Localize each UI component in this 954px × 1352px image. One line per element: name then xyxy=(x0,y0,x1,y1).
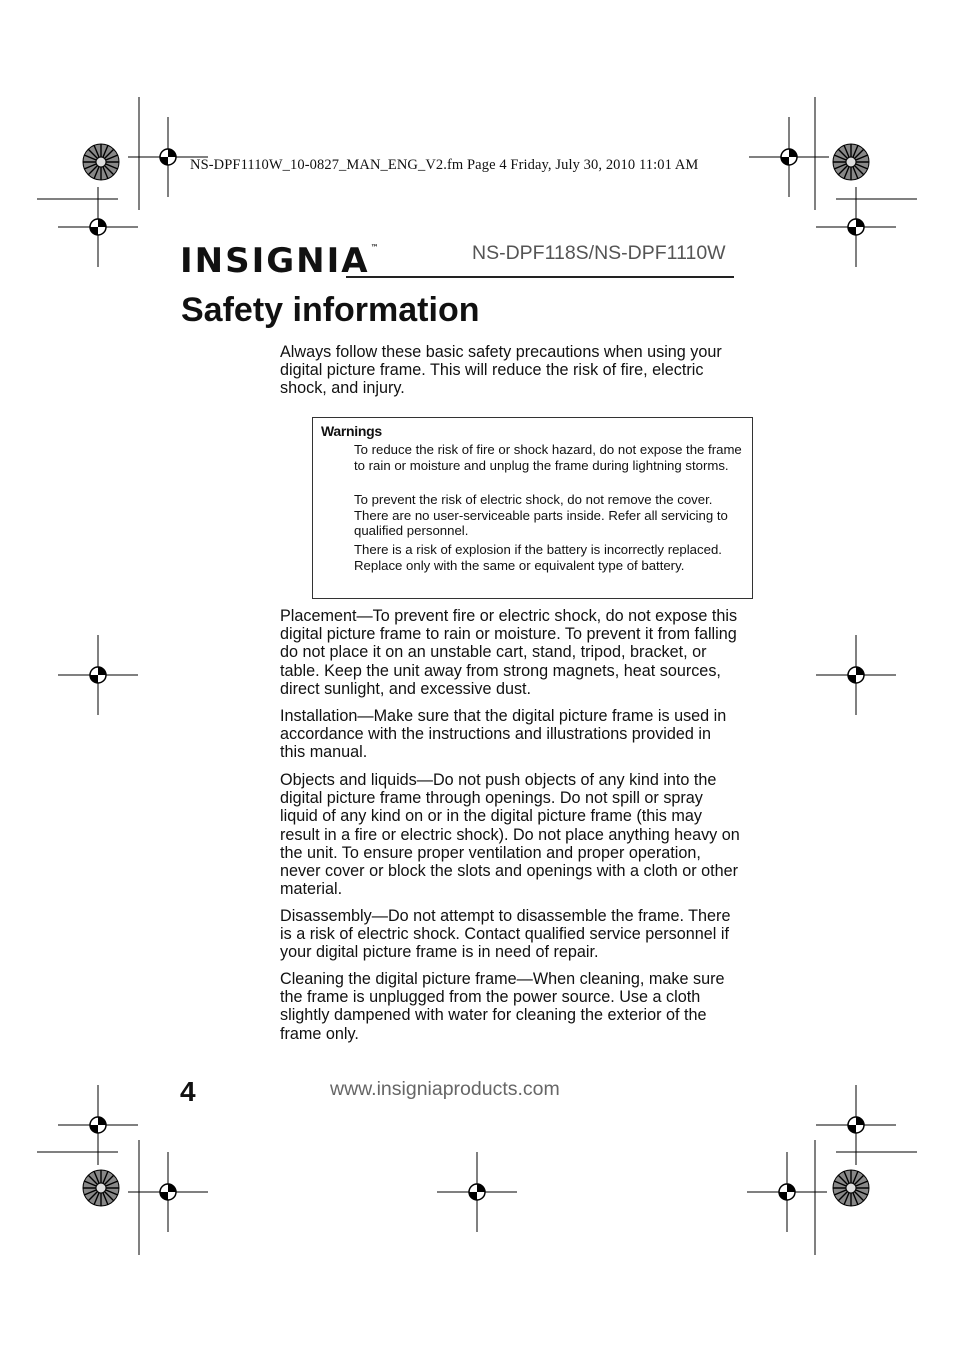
cleaning-paragraph: Cleaning the digital picture frame—When cleaning, make sure the frame is unplugged from the power source. Use a cloth slightly dampened with water for cleaning the exterior of the frame only. xyxy=(280,970,725,1043)
disassembly-paragraph: Disassembly—Do not attempt to disassemble the frame. There is a risk of electric shock. Contact qualified service personnel if your digital picture frame is in need of repair. xyxy=(280,907,731,962)
intro-paragraph: Always follow these basic safety precautions when using your digital picture frame. This will reduce the risk of fire, electric shock, and injury. xyxy=(280,343,722,398)
header-rule xyxy=(346,276,734,278)
page-title: Safety information xyxy=(181,291,480,329)
objects-liquids-paragraph: Objects and liquids—Do not push objects of any kind into the digital picture frame through openings. Do not spill or spray liquid of any kind on or in the digital picture frame (this may result in a fire or electric shock). Do not place anything heavy on the unit. To ensure proper ventilation and proper operation, never cover or block the slots and openings with a cloth or other material. xyxy=(280,771,740,899)
print-header: NS-DPF1110W_10-0827_MAN_ENG_V2.fm Page 4 Friday, July 30, 2010 11:01 AM xyxy=(190,157,699,173)
footer-url[interactable]: www.insigniaproducts.com xyxy=(330,1078,560,1100)
installation-paragraph: Installation—Make sure that the digital picture frame is used in accordance with the instructions and illustrations provided in this manual. xyxy=(280,707,727,762)
warning-item: There is a risk of explosion if the battery is incorrectly replaced. Replace only with the same or equivalent type of battery. xyxy=(354,542,722,573)
page-number: 4 xyxy=(180,1076,196,1107)
logo-text: INSIGNIA xyxy=(180,241,370,281)
placement-paragraph: Placement—To prevent fire or electric shock, do not expose this digital picture frame to rain or moisture. To prevent it from falling do not place it on an unstable cart, stand, tripod, bracket, or table. Keep the unit away from strong magnets, heat sources, direct sunlight, and excessive dust. xyxy=(280,607,738,698)
warning-item: To prevent the risk of electric shock, do not remove the cover. There are no user-serviceable parts inside. Refer all servicing to qualified personnel. xyxy=(354,492,728,538)
logo-trademark: ™ xyxy=(370,243,379,252)
model-number: NS-DPF118S/NS-DPF1110W xyxy=(472,242,726,264)
warning-item: To reduce the risk of fire or shock hazard, do not expose the frame to rain or moisture and unplug the frame during lightning storms. xyxy=(354,442,742,473)
warnings-title: Warnings xyxy=(321,423,382,439)
warnings-box xyxy=(312,417,753,599)
